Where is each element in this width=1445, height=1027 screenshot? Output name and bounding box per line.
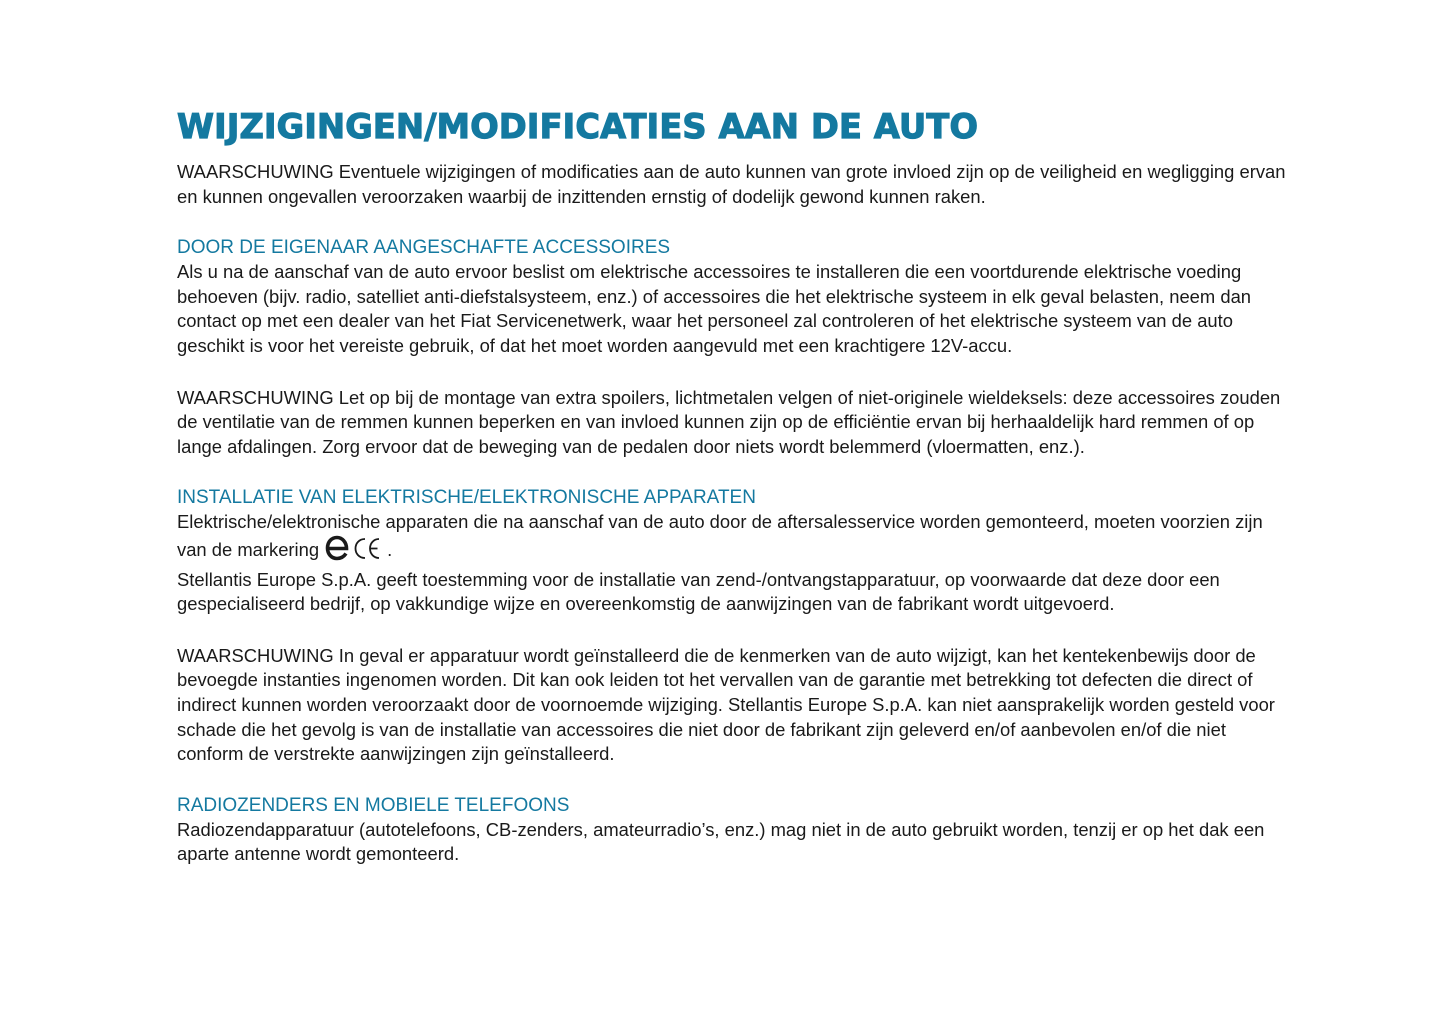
ce-marking-icon bbox=[325, 535, 387, 568]
section-radio-transmitters bbox=[177, 794, 1292, 867]
warning-installation: WAARSCHUWING In geval er apparatuur wordt geïnstalleerd die de kenmerken van de auto wijzigt, kan het kentekenbewijs door de bevoegde instanties ingenomen worden. Dit kan ook leiden tot het vervallen van de garantie met betrekking tot defecten die direct of indirect kunnen worden veroorzaakt door de voornoemde wijziging. Stellantis Europe S.p.A. kan niet aansprakelijk worden gesteld voor schade die het gevolg is van de installatie van accessoires die niet door de fabrikant zijn geleverd en/of aanbevolen en/of die niet conform de verstrekte aanwijzingen zijn geïnstalleerd. bbox=[177, 644, 1275, 765]
warning-spoilers: WAARSCHUWING Let op bij de montage van extra spoilers, lichtmetalen velgen of niet-originele wieldeksels: deze accessoires zouden de ventilatie van de remmen kunnen beperken en van invloed kunnen zijn op de efficiëntie ervan bij herhaaldelijk hard remmen of op lange afdalingen. Zorg ervoor dat de beweging van de pedalen door niets wordt belemmerd (vloermatten, enz.). bbox=[177, 386, 1281, 457]
section-heading-accessories: DOOR DE EIGENAAR AANGESCHAFTE ACCESSOIRES bbox=[177, 237, 671, 259]
marking-period: . bbox=[387, 538, 393, 560]
section-electronic-devices bbox=[177, 486, 1292, 766]
marking-text: Elektrische/elektronische apparaten die na aanschaf van de auto door de aftersalesservice worden gemonteerd, moeten voorzien zijn van de markering bbox=[177, 511, 1263, 560]
section-body-permission: Stellantis Europe S.p.A. geeft toestemming voor de installatie van zend-/ontvangstapparatuur, op voorwaarde dat deze door een gespecialiseerd bedrijf, op vakkundige wijze en overeenkomstig de aanwijzingen van de fabrikant wordt uitgevoerd. bbox=[177, 568, 1220, 615]
section-body-radio: Radiozendapparatuur (autotelefoons, CB-zenders, amateurradio’s, enz.) mag niet in de auto gebruikt worden, tenzij er op het dak een aparte antenne wordt gemonteerd. bbox=[177, 818, 1265, 865]
section-heading-electronic: INSTALLATIE VAN ELEKTRISCHE/ELEKTRONISCHE APPARATEN bbox=[177, 487, 756, 509]
section-owner-accessories bbox=[177, 236, 1292, 459]
section-body-accessories: Als u na de aanschaf van de auto ervoor beslist om elektrische accessoires te installeren die een voortdurende elektrische voeding behoeven (bijv. radio, satelliet anti-diefstalsysteem, enz.) of accessoires die het elektrische systeem in elk geval belasten, neem dan contact op met een dealer van het Fiat Servicenetwerk, waar het personeel zal controleren of het elektrische systeem van de auto geschikt is voor het vereiste gebruik, of dat het moet worden aangevuld met een krachtigere 12V-accu. bbox=[177, 261, 1252, 356]
section-body-electronic bbox=[177, 510, 1292, 567]
warning-general: WAARSCHUWING Eventuele wijzigingen of modificaties aan de auto kunnen van grote invloed zijn op de veiligheid en wegligging ervan en kunnen ongevallen veroorzaken waarbij de inzittenden ernstig of dodelijk gewond kunnen raken. bbox=[177, 161, 1286, 207]
page-title: WIJZIGINGEN/MODIFICATIES AAN DE AUTO bbox=[177, 107, 979, 146]
section-heading-radio: RADIOZENDERS EN MOBIELE TELEFOONS bbox=[177, 794, 570, 816]
document-page bbox=[177, 104, 1292, 867]
